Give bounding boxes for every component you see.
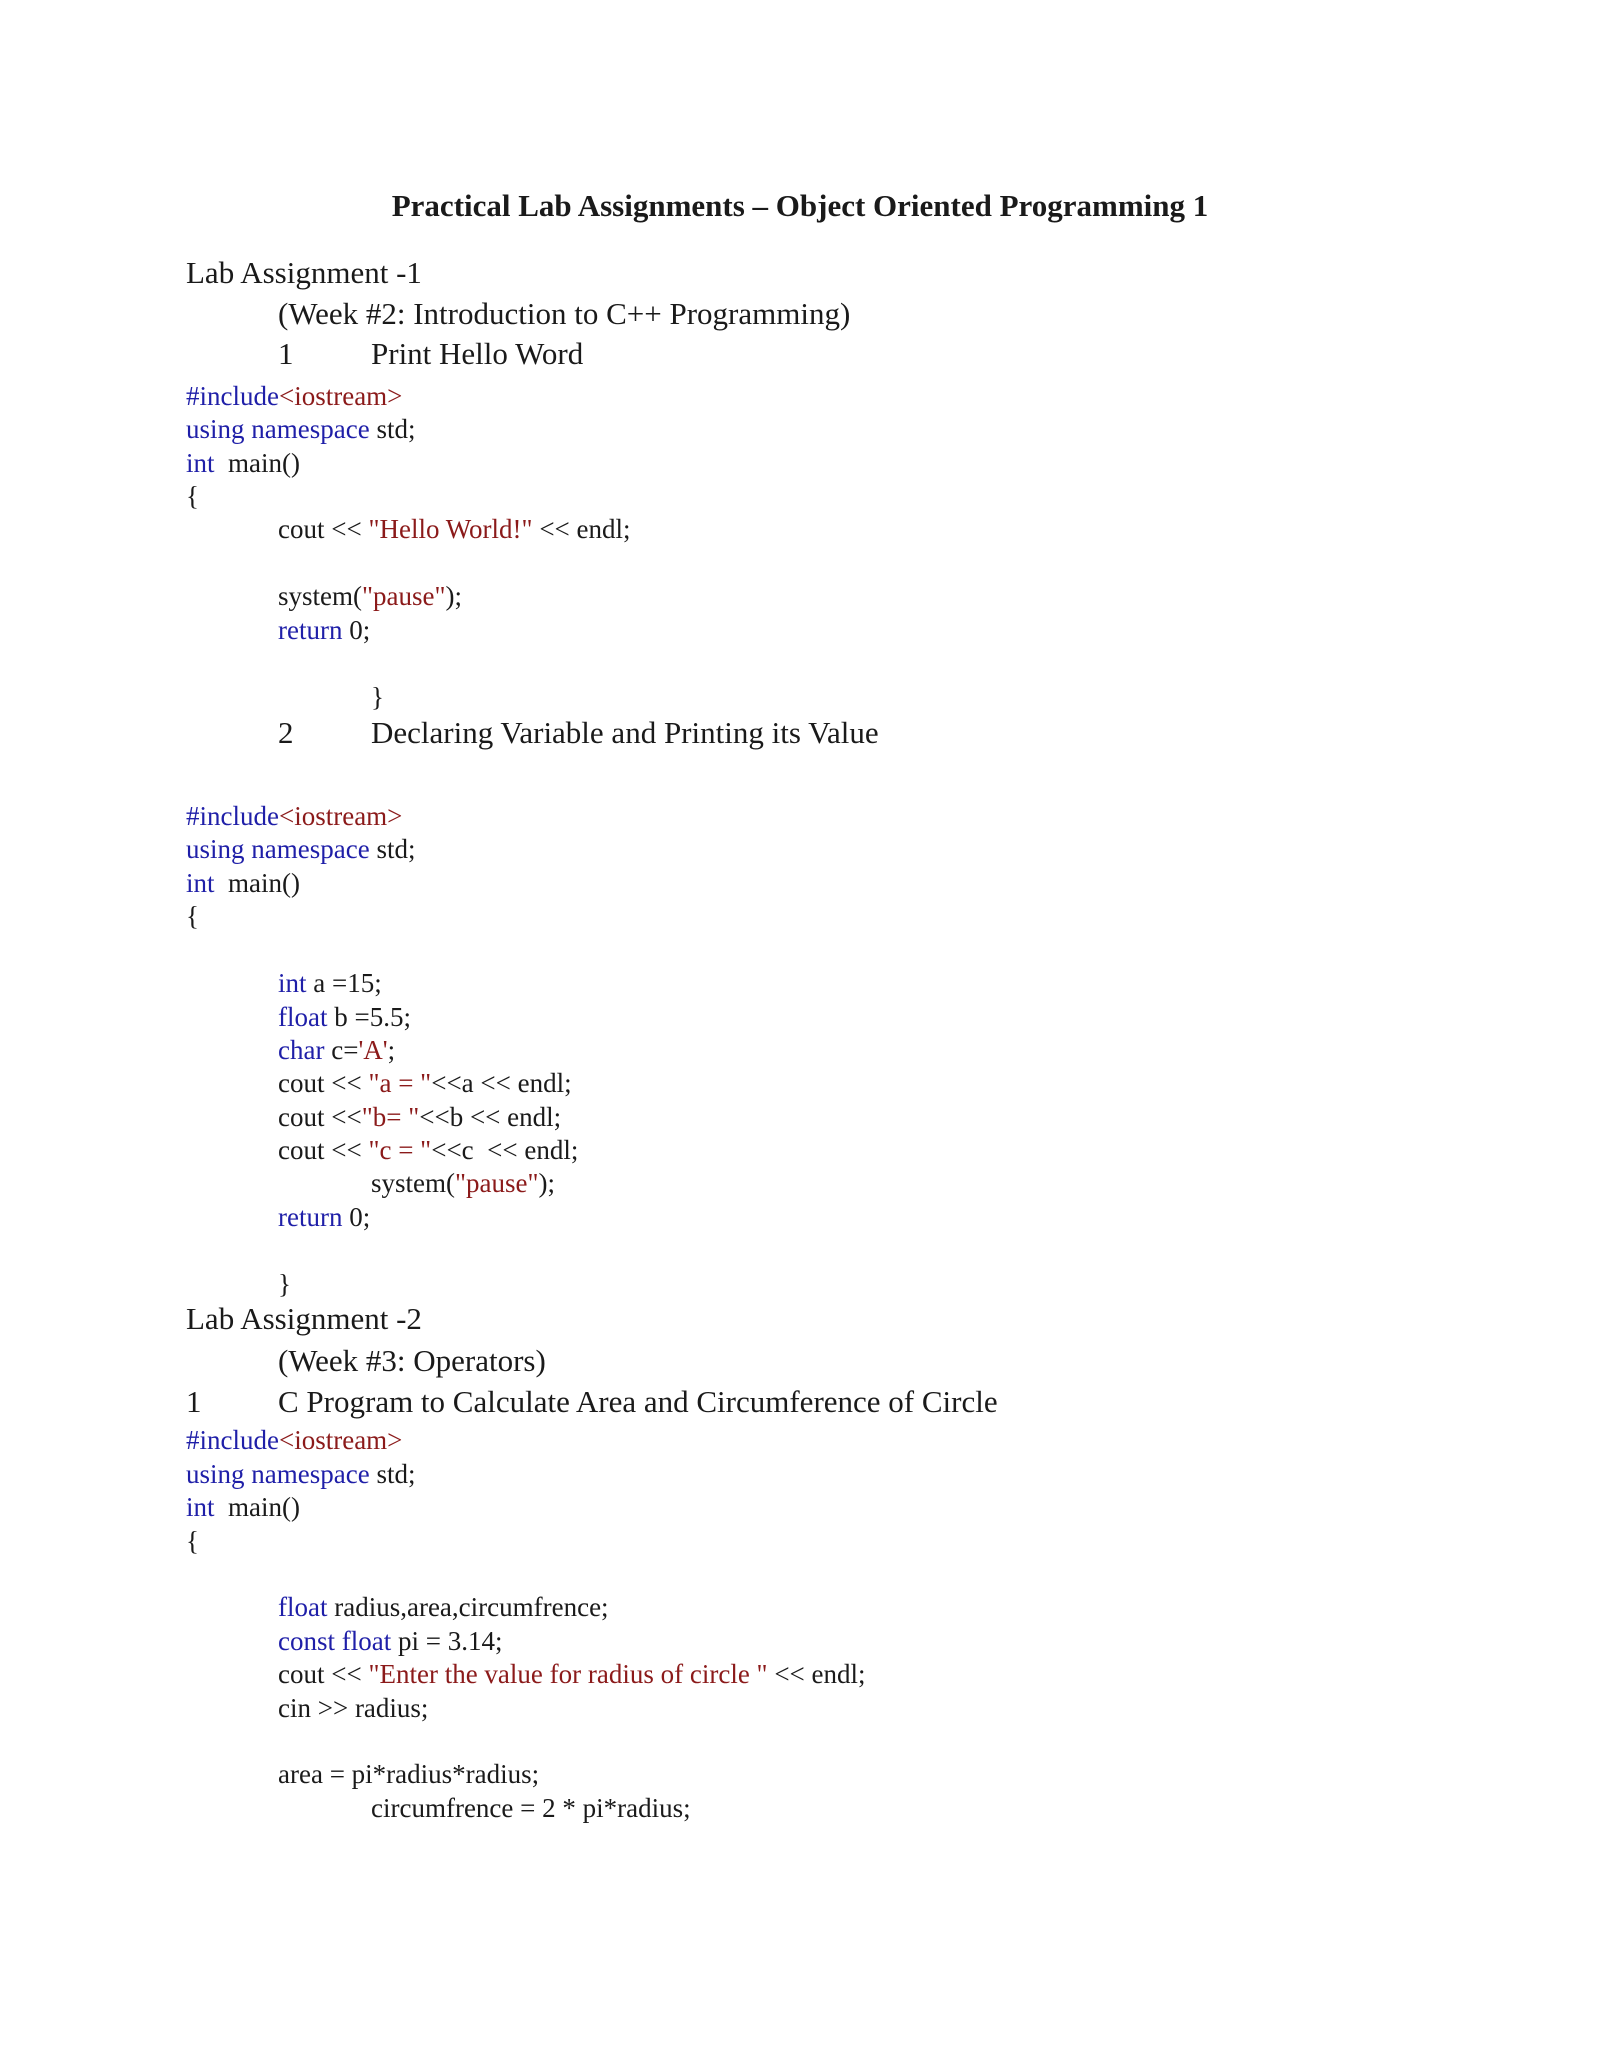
code-line-using — [186, 1457, 415, 1491]
code-line-cout-b — [278, 1100, 561, 1134]
code-token: system( — [371, 1168, 455, 1198]
code-token: return — [278, 615, 343, 645]
code-token: int — [278, 968, 307, 998]
code-token: <<c << endl; — [431, 1135, 579, 1165]
lab1-task1-number: 1 — [278, 336, 294, 371]
code-token: cout << — [278, 1068, 369, 1098]
code-token: <<b << endl; — [419, 1102, 562, 1132]
lab1-task2-title: Declaring Variable and Printing its Value — [371, 715, 879, 750]
code-line-circumference: circumfrence = 2 * pi*radius; — [371, 1793, 691, 1823]
code-token: std; — [369, 414, 416, 444]
lab1-task2-number: 2 — [278, 715, 294, 750]
lab2-task1-title: C Program to Calculate Area and Circumference of Circle — [278, 1384, 998, 1419]
code-line-main — [186, 866, 300, 900]
code-line-main — [186, 446, 300, 480]
code-token: "c = " — [368, 1135, 432, 1165]
code-token: const float — [278, 1626, 392, 1656]
code-token: float — [278, 1002, 328, 1032]
code-line-open-brace: { — [186, 901, 199, 931]
lab2-week: (Week #3: Operators) — [278, 1343, 546, 1378]
code-line-open-brace: { — [186, 1526, 199, 1556]
lab1-week: (Week #2: Introduction to C++ Programming) — [278, 296, 851, 331]
code-token: cout << — [278, 514, 369, 544]
code-line-include — [186, 799, 402, 833]
code-line-cout-hello — [278, 512, 631, 546]
code-token: c= — [324, 1035, 359, 1065]
code-line-open-brace: { — [186, 481, 199, 511]
code-line-include — [186, 1423, 402, 1457]
code-line-using — [186, 832, 415, 866]
code-line-cout-c — [278, 1133, 578, 1167]
code-token: using namespace — [186, 834, 370, 864]
code-token: int — [186, 1492, 215, 1522]
code-token: cout << — [278, 1102, 362, 1132]
lab2-task1-number: 1 — [186, 1384, 202, 1419]
code-token: using namespace — [186, 414, 370, 444]
code-line-return — [278, 613, 370, 647]
code-token: "b= " — [361, 1102, 420, 1132]
code-line-system — [371, 1166, 555, 1200]
code-token: main() — [214, 868, 300, 898]
code-line-char-c — [278, 1033, 395, 1067]
code-token: std; — [369, 1459, 416, 1489]
code-token: <iostream> — [278, 381, 403, 411]
code-token: ); — [445, 581, 463, 611]
code-token: ; — [387, 1035, 396, 1065]
code-line-return — [278, 1200, 370, 1234]
code-token: #include — [186, 1425, 279, 1455]
code-token: 'A' — [358, 1035, 388, 1065]
code-token: #include — [186, 381, 279, 411]
code-token: main() — [214, 448, 300, 478]
code-token: 0; — [342, 615, 371, 645]
code-line-close-brace: } — [371, 682, 384, 712]
code-token: 0; — [342, 1202, 371, 1232]
lab1-task1-title: Print Hello Word — [371, 336, 584, 371]
code-token: main() — [214, 1492, 300, 1522]
code-line-area: area = pi*radius*radius; — [278, 1759, 540, 1789]
code-token: float — [278, 1592, 328, 1622]
code-line-const-pi — [278, 1624, 502, 1658]
code-token: <iostream> — [278, 801, 403, 831]
code-token: << endl; — [532, 514, 631, 544]
code-line-close-brace: } — [278, 1269, 291, 1299]
code-token: <iostream> — [278, 1425, 403, 1455]
code-token: return — [278, 1202, 343, 1232]
code-line-float-decl — [278, 1590, 609, 1624]
code-line-using — [186, 412, 415, 446]
code-token: int — [186, 448, 215, 478]
code-line-int-a — [278, 966, 382, 1000]
code-token: using namespace — [186, 1459, 370, 1489]
code-token: pi = 3.14; — [391, 1626, 503, 1656]
code-token: <<a << endl; — [431, 1068, 572, 1098]
code-token: std; — [369, 834, 416, 864]
code-token: "pause" — [455, 1168, 539, 1198]
code-line-cin: cin >> radius; — [278, 1693, 429, 1723]
code-token: "a = " — [368, 1068, 432, 1098]
code-line-cout-enter — [278, 1657, 866, 1691]
code-token: char — [278, 1035, 325, 1065]
code-token: radius,area,circumfrence; — [327, 1592, 609, 1622]
code-token: "Hello World!" — [368, 514, 533, 544]
code-token: ); — [538, 1168, 556, 1198]
lab1-heading: Lab Assignment -1 — [186, 255, 422, 290]
code-token: int — [186, 868, 215, 898]
code-line-main — [186, 1490, 300, 1524]
code-token: cout << — [278, 1135, 369, 1165]
code-line-float-b — [278, 1000, 411, 1034]
code-token: #include — [186, 801, 279, 831]
lab2-heading: Lab Assignment -2 — [186, 1301, 422, 1336]
code-line-system — [278, 579, 462, 613]
code-token: "Enter the value for radius of circle " — [368, 1659, 768, 1689]
code-token: << endl; — [767, 1659, 866, 1689]
code-token: b =5.5; — [327, 1002, 411, 1032]
code-token: system( — [278, 581, 362, 611]
code-line-cout-a — [278, 1066, 572, 1100]
code-token: a =15; — [306, 968, 382, 998]
code-token: cout << — [278, 1659, 369, 1689]
code-token: "pause" — [362, 581, 446, 611]
page-title: Practical Lab Assignments – Object Oriented Programming 1 — [391, 188, 1209, 223]
code-line-include — [186, 379, 402, 413]
